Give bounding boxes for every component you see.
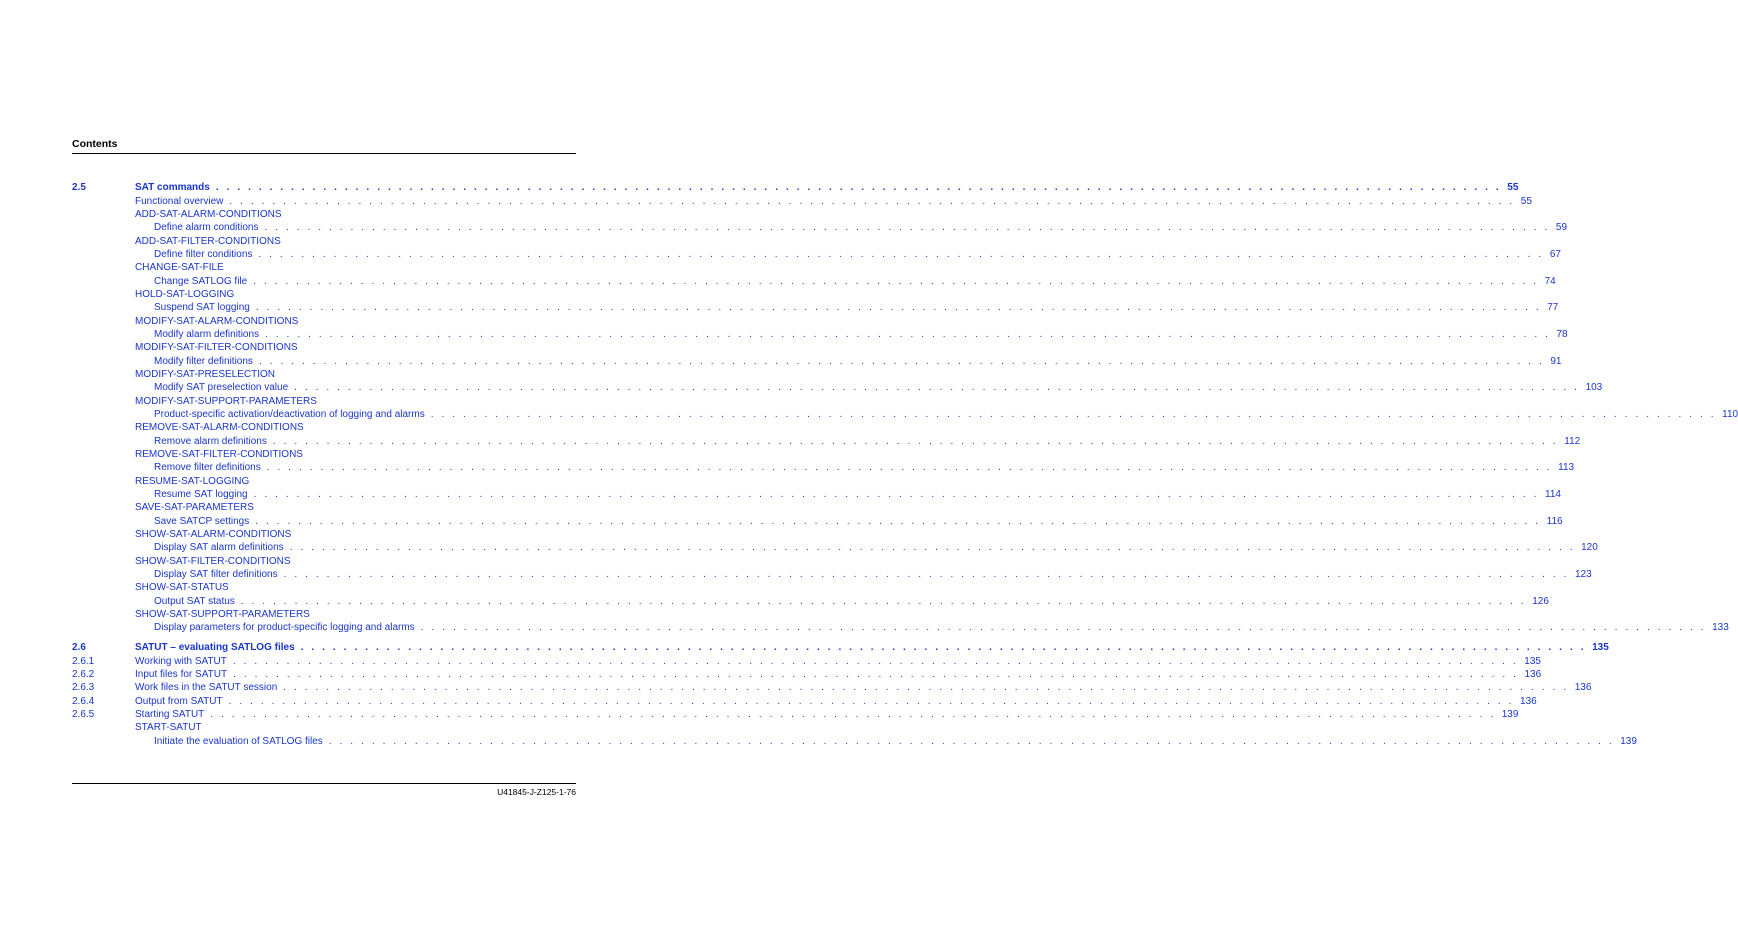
toc-entry-page-number[interactable]: 74 — [1544, 276, 1556, 287]
toc-entry-label[interactable]: Functional overview — [135, 196, 224, 207]
toc-entry-label[interactable]: Modify alarm definitions — [154, 329, 260, 340]
toc-entry-label[interactable]: Remove filter definitions — [154, 462, 261, 473]
toc-dot-leader: . . . . . . . . . . . . . . . . . . . . . . . . . . . . . . . . . . . . . . . . . . . . . . . . . . . . . . . . . . . . . . . . . . . . . . . . . . . . . . . . . . . . . . . . . . . . . . . . . . . . . . . . . . . . . . . . . . . . . . . . — [253, 489, 1539, 500]
toc-entry[interactable] — [72, 301, 1559, 314]
toc-entry[interactable] — [72, 235, 576, 248]
toc-entry-label[interactable]: Starting SATUT — [135, 709, 205, 720]
toc-entry[interactable] — [72, 568, 1592, 581]
toc-entry-label[interactable]: Remove alarm definitions — [154, 436, 267, 447]
toc-entry[interactable] — [72, 735, 1637, 748]
toc-entry-label[interactable]: Suspend SAT logging — [154, 302, 250, 313]
toc-entry-page-number[interactable]: 136 — [1524, 669, 1542, 680]
toc-entry-page-number[interactable]: 123 — [1575, 569, 1592, 580]
toc-entry[interactable] — [72, 341, 576, 354]
toc-entry[interactable] — [72, 595, 1549, 608]
toc-entry-page-number[interactable]: 113 — [1558, 462, 1575, 473]
toc-entry[interactable] — [72, 408, 1738, 421]
toc-dot-leader: . . . . . . . . . . . . . . . . . . . . . . . . . . . . . . . . . . . . . . . . . . . . . . . . . . . . . . . . . . . . . . . . . . . . . . . . . . . . . . . . . . . . . . . . . . . . . . . . . . . . . . . . . . . . . . . . . . . . . . . . — [272, 436, 1559, 447]
toc-entry[interactable] — [72, 475, 576, 488]
toc-entry-label[interactable]: REMOVE-SAT-FILTER-CONDITIONS — [135, 449, 303, 460]
toc-entry[interactable] — [72, 541, 1598, 554]
toc-entry-page-number[interactable]: 136 — [1520, 696, 1537, 707]
toc-dot-leader: . . . . . . . . . . . . . . . . . . . . . . . . . . . . . . . . . . . . . . . . . . . . . . . . . . . . . . . . . . . . . . . . . . . . . . . . . . . . . . . . . . . . . . . . . . . . . . . . . . . . . . . . . . . . . . . . . . . . . . . . — [300, 642, 1587, 653]
toc-entry-label[interactable]: SATUT – evaluating SATLOG files — [135, 642, 295, 653]
toc-entry[interactable] — [72, 435, 1581, 448]
toc-dot-leader: . . . . . . . . . . . . . . . . . . . . . . . . . . . . . . . . . . . . . . . . . . . . . . . . . . . . . . . . . . . . . . . . . . . . . . . . . . . . . . . . . . . . . . . . . . . . . . . . . . . . . . . . . . . . . . . . . . . . . . . . — [229, 196, 1515, 207]
toc-dot-leader: . . . . . . . . . . . . . . . . . . . . . . . . . . . . . . . . . . . . . . . . . . . . . . . . . . . . . . . . . . . . . . . . . . . . . . . . . . . . . . . . . . . . . . . . . . . . . . . . . . . . . . . . . . . . . . . . . . . . . . . . — [420, 622, 1707, 633]
toc-entry-number: 2.6.3 — [72, 682, 95, 693]
toc-dot-leader: . . . . . . . . . . . . . . . . . . . . . . . . . . . . . . . . . . . . . . . . . . . . . . . . . . . . . . . . . . . . . . . . . . . . . . . . . . . . . . . . . . . . . . . . . . . . . . . . . . . . . . . . . . . . . . . . . . . . . . . . — [253, 276, 1539, 287]
toc-dot-leader: . . . . . . . . . . . . . . . . . . . . . . . . . . . . . . . . . . . . . . . . . . . . . . . . . . . . . . . . . . . . . . . . . . . . . . . . . . . . . . . . . . . . . . . . . . . . . . . . . . . . . . . . . . . . . . . . . . . . . . . . — [210, 709, 1496, 720]
toc-entry-number: 2.6.1 — [72, 656, 95, 667]
toc-entry[interactable] — [72, 195, 1532, 208]
toc-entry-label[interactable]: SHOW-SAT-FILTER-CONDITIONS — [135, 556, 291, 567]
toc-entry[interactable] — [72, 641, 1609, 654]
toc-entry-page-number[interactable]: 135 — [1592, 642, 1609, 653]
toc-dot-leader: . . . . . . . . . . . . . . . . . . . . . . . . . . . . . . . . . . . . . . . . . . . . . . . . . . . . . . . . . . . . . . . . . . . . . . . . . . . . . . . . . . . . . . . . . . . . . . . . . . . . . . . . . . . . . . . . . . . . . . . . — [233, 669, 1519, 680]
toc-dot-leader: . . . . . . . . . . . . . . . . . . . . . . . . . . . . . . . . . . . . . . . . . . . . . . . . . . . . . . . . . . . . . . . . . . . . . . . . . . . . . . . . . . . . . . . . . . . . . . . . . . . . . . . . . . . . . . . . . . . . . . . . — [258, 249, 1544, 260]
toc-entry-page-number[interactable]: 55 — [1507, 182, 1519, 193]
toc-entry-page-number[interactable]: 126 — [1532, 596, 1549, 607]
toc-entry[interactable] — [72, 275, 1556, 288]
toc-entry-label[interactable]: RESUME-SAT-LOGGING — [135, 476, 250, 487]
toc-entry-number: 2.6.2 — [72, 669, 95, 680]
toc-entry-label[interactable]: Change SATLOG file — [154, 276, 248, 287]
toc-entry[interactable] — [72, 381, 1603, 394]
toc-entry[interactable] — [72, 721, 576, 734]
toc-dot-leader: . . . . . . . . . . . . . . . . . . . . . . . . . . . . . . . . . . . . . . . . . . . . . . . . . . . . . . . . . . . . . . . . . . . . . . . . . . . . . . . . . . . . . . . . . . . . . . . . . . . . . . . . . . . . . . . . . . . . . . . . — [264, 222, 1550, 233]
toc-entry-label[interactable]: HOLD-SAT-LOGGING — [135, 289, 235, 300]
toc-entry[interactable] — [72, 501, 576, 514]
toc-entry-label[interactable]: Display parameters for product-specific logging and alarms — [154, 622, 415, 633]
toc-entry-label[interactable]: ADD-SAT-ALARM-CONDITIONS — [135, 209, 282, 220]
toc-entry[interactable] — [72, 608, 576, 621]
toc-dot-leader: . . . . . . . . . . . . . . . . . . . . . . . . . . . . . . . . . . . . . . . . . . . . . . . . . . . . . . . . . . . . . . . . . . . . . . . . . . . . . . . . . . . . . . . . . . . . . . . . . . . . . . . . . . . . . . . . . . . . . . . . — [283, 569, 1569, 580]
toc-entry[interactable] — [72, 655, 1541, 668]
toc-entry[interactable] — [72, 328, 1568, 341]
toc-dot-leader: . . . . . . . . . . . . . . . . . . . . . . . . . . . . . . . . . . . . . . . . . . . . . . . . . . . . . . . . . . . . . . . . . . . . . . . . . . . . . . . . . . . . . . . . . . . . . . . . . . . . . . . . . . . . . . . . . . . . . . . . — [232, 656, 1519, 667]
toc-entry-number: 2.6 — [72, 642, 86, 653]
toc-entry-label[interactable]: START-SATUT — [135, 722, 202, 733]
toc-entry-label[interactable]: Display SAT filter definitions — [154, 569, 278, 580]
toc-entry[interactable] — [72, 668, 1542, 681]
toc-entry-label[interactable]: SHOW-SAT-STATUS — [135, 582, 229, 593]
toc-entry[interactable] — [72, 395, 576, 408]
toc-entry-page-number[interactable]: 78 — [1556, 329, 1568, 340]
toc-entry-page-number[interactable]: 133 — [1712, 622, 1729, 633]
toc-entry-label[interactable]: Working with SATUT — [135, 656, 227, 667]
toc-entry-page-number[interactable]: 59 — [1555, 222, 1568, 233]
toc-dot-leader: . . . . . . . . . . . . . . . . . . . . . . . . . . . . . . . . . . . . . . . . . . . . . . . . . . . . . . . . . . . . . . . . . . . . . . . . . . . . . . . . . . . . . . . . . . . . . . . . . . . . . . . . . . . . . . . . . . . . . . . . — [266, 462, 1553, 473]
toc-entry-number: 2.6.4 — [72, 696, 95, 707]
toc-dot-leader: . . . . . . . . . . . . . . . . . . . . . . . . . . . . . . . . . . . . . . . . . . . . . . . . . . . . . . . . . . . . . . . . . . . . . . . . . . . . . . . . . . . . . . . . . . . . . . . . . . . . . . . . . . . . . . . . . . . . . . . . — [215, 182, 1502, 193]
toc-entry[interactable] — [72, 355, 1562, 368]
toc-entry-page-number[interactable]: 67 — [1549, 249, 1561, 260]
toc-dot-leader: . . . . . . . . . . . . . . . . . . . . . . . . . . . . . . . . . . . . . . . . . . . . . . . . . . . . . . . . . . . . . . . . . . . . . . . . . . . . . . . . . . . . . . . . . . . . . . . . . . . . . . . . . . . . . . . . . . . . . . . . — [283, 682, 1569, 693]
toc-entry[interactable] — [72, 221, 1568, 234]
table-of-contents — [72, 0, 1738, 780]
toc-entry-page-number[interactable]: 135 — [1524, 656, 1541, 667]
toc-entry-label[interactable]: Output from SATUT — [135, 696, 223, 707]
toc-entry-label[interactable]: SAVE-SAT-PARAMETERS — [135, 502, 254, 513]
toc-entry-page-number[interactable]: 103 — [1585, 382, 1603, 393]
toc-entry-page-number[interactable]: 55 — [1520, 196, 1532, 207]
toc-entry[interactable] — [72, 208, 576, 221]
toc-entry-label[interactable]: ADD-SAT-FILTER-CONDITIONS — [135, 236, 281, 247]
toc-entry-label[interactable]: Resume SAT logging — [154, 489, 248, 500]
toc-entry-number: 2.5 — [72, 182, 86, 193]
toc-entry[interactable] — [72, 681, 1592, 694]
toc-entry[interactable] — [72, 421, 576, 434]
toc-dot-leader: . . . . . . . . . . . . . . . . . . . . . . . . . . . . . . . . . . . . . . . . . . . . . . . . . . . . . . . . . . . . . . . . . . . . . . . . . . . . . . . . . . . . . . . . . . . . . . . . . . . . . . . . . . . . . . . . . . . . . . . . — [289, 542, 1576, 553]
toc-entry-label[interactable]: MODIFY-SAT-FILTER-CONDITIONS — [135, 342, 298, 353]
toc-dot-leader: . . . . . . . . . . . . . . . . . . . . . . . . . . . . . . . . . . . . . . . . . . . . . . . . . . . . . . . . . . . . . . . . . . . . . . . . . . . . . . . . . . . . . . . . . . . . . . . . . . . . . . . . . . . . . . . . . . . . . . . . — [240, 596, 1527, 607]
toc-entry[interactable] — [72, 581, 576, 594]
toc-entry-page-number[interactable]: 139 — [1620, 736, 1637, 747]
toc-entry-page-number[interactable]: 77 — [1547, 302, 1559, 313]
toc-dot-leader: . . . . . . . . . . . . . . . . . . . . . . . . . . . . . . . . . . . . . . . . . . . . . . . . . . . . . . . . . . . . . . . . . . . . . . . . . . . . . . . . . . . . . . . . . . . . . . . . . . . . . . . . . . . . . . . . . . . . . . . . — [228, 696, 1515, 707]
toc-entry-page-number[interactable]: 112 — [1564, 436, 1581, 447]
toc-entry[interactable] — [72, 515, 1563, 528]
toc-entry[interactable] — [72, 315, 576, 328]
toc-entry-page-number[interactable]: 139 — [1501, 709, 1519, 720]
footer-rule — [72, 783, 576, 784]
toc-entry-label[interactable]: MODIFY-SAT-SUPPORT-PARAMETERS — [135, 396, 317, 407]
toc-entry[interactable] — [72, 261, 576, 274]
toc-entry-label[interactable]: Modify filter definitions — [154, 356, 253, 367]
toc-entry-label[interactable]: SHOW-SAT-ALARM-CONDITIONS — [135, 529, 292, 540]
toc-dot-leader: . . . . . . . . . . . . . . . . . . . . . . . . . . . . . . . . . . . . . . . . . . . . . . . . . . . . . . . . . . . . . . . . . . . . . . . . . . . . . . . . . . . . . . . . . . . . . . . . . . . . . . . . . . . . . . . . . . . . . . . . — [258, 356, 1545, 367]
toc-entry-label[interactable]: MODIFY-SAT-ALARM-CONDITIONS — [135, 316, 299, 327]
toc-entry-page-number[interactable]: 116 — [1546, 516, 1563, 527]
toc-entry-label[interactable]: Define alarm conditions — [154, 222, 259, 233]
toc-entry[interactable] — [72, 288, 576, 301]
toc-entry[interactable] — [72, 708, 1519, 721]
toc-entry[interactable] — [72, 488, 1561, 501]
toc-entry-page-number[interactable]: 120 — [1581, 542, 1598, 553]
toc-dot-leader: . . . . . . . . . . . . . . . . . . . . . . . . . . . . . . . . . . . . . . . . . . . . . . . . . . . . . . . . . . . . . . . . . . . . . . . . . . . . . . . . . . . . . . . . . . . . . . . . . . . . . . . . . . . . . . . . . . . . . . . . — [255, 516, 1541, 527]
toc-dot-leader: . . . . . . . . . . . . . . . . . . . . . . . . . . . . . . . . . . . . . . . . . . . . . . . . . . . . . . . . . . . . . . . . . . . . . . . . . . . . . . . . . . . . . . . . . . . . . . . . . . . . . . . . . . . . . . . . . . . . . . . . — [265, 329, 1551, 340]
toc-entry-page-number[interactable]: 110 — [1722, 409, 1738, 420]
toc-entry-label[interactable]: SAT commands — [135, 182, 210, 193]
toc-entry-label[interactable]: SHOW-SAT-SUPPORT-PARAMETERS — [135, 609, 310, 620]
toc-entry-label[interactable]: Product-specific activation/deactivation of logging and alarms — [154, 409, 425, 420]
toc-entry-label[interactable]: Define filter conditions — [154, 249, 253, 260]
toc-entry-label[interactable]: Display SAT alarm definitions — [154, 542, 284, 553]
toc-dot-leader: . . . . . . . . . . . . . . . . . . . . . . . . . . . . . . . . . . . . . . . . . . . . . . . . . . . . . . . . . . . . . . . . . . . . . . . . . . . . . . . . . . . . . . . . . . . . . . . . . . . . . . . . . . . . . . . . . . . . . . . . — [328, 736, 1615, 747]
toc-entry[interactable] — [72, 368, 576, 381]
toc-entry-label[interactable]: REMOVE-SAT-ALARM-CONDITIONS — [135, 422, 304, 433]
toc-entry-page-number[interactable]: 91 — [1550, 356, 1562, 367]
toc-entry[interactable] — [72, 181, 1519, 194]
toc-entry-label[interactable]: Work files in the SATUT session — [135, 682, 278, 693]
toc-entry-label[interactable]: MODIFY-SAT-PRESELECTION — [135, 369, 276, 380]
toc-dot-leader: . . . . . . . . . . . . . . . . . . . . . . . . . . . . . . . . . . . . . . . . . . . . . . . . . . . . . . . . . . . . . . . . . . . . . . . . . . . . . . . . . . . . . . . . . . . . . . . . . . . . . . . . . . . . . . . . . . . . . . . . — [430, 409, 1717, 420]
toc-entry-label[interactable]: Output SAT status — [154, 596, 235, 607]
toc-entry[interactable] — [72, 528, 576, 541]
toc-entry[interactable] — [72, 248, 1561, 261]
toc-entry[interactable] — [72, 555, 576, 568]
toc-entry[interactable] — [72, 448, 576, 461]
toc-entry[interactable] — [72, 621, 1729, 634]
toc-entry-label[interactable]: Save SATCP settings — [154, 516, 250, 527]
toc-entry-page-number[interactable]: 114 — [1545, 489, 1561, 500]
footer-document-id: U41845-J-Z125-1-76 — [497, 787, 576, 797]
toc-entry-label[interactable]: Initiate the evaluation of SATLOG files — [154, 736, 323, 747]
toc-dot-leader: . . . . . . . . . . . . . . . . . . . . . . . . . . . . . . . . . . . . . . . . . . . . . . . . . . . . . . . . . . . . . . . . . . . . . . . . . . . . . . . . . . . . . . . . . . . . . . . . . . . . . . . . . . . . . . . . . . . . . . . . — [255, 302, 1542, 313]
toc-dot-leader: . . . . . . . . . . . . . . . . . . . . . . . . . . . . . . . . . . . . . . . . . . . . . . . . . . . . . . . . . . . . . . . . . . . . . . . . . . . . . . . . . . . . . . . . . . . . . . . . . . . . . . . . . . . . . . . . . . . . . . . . — [294, 382, 1580, 393]
toc-entry-number: 2.6.5 — [72, 709, 95, 720]
toc-entry-label[interactable]: Input files for SATUT — [135, 669, 228, 680]
toc-entry-label[interactable]: CHANGE-SAT-FILE — [135, 262, 224, 273]
toc-entry[interactable] — [72, 695, 1537, 708]
toc-entry-label[interactable]: Modify SAT preselection value — [154, 382, 289, 393]
toc-entry[interactable] — [72, 461, 1575, 474]
page-header-title: Contents — [72, 138, 118, 150]
toc-entry-page-number[interactable]: 136 — [1574, 682, 1592, 693]
